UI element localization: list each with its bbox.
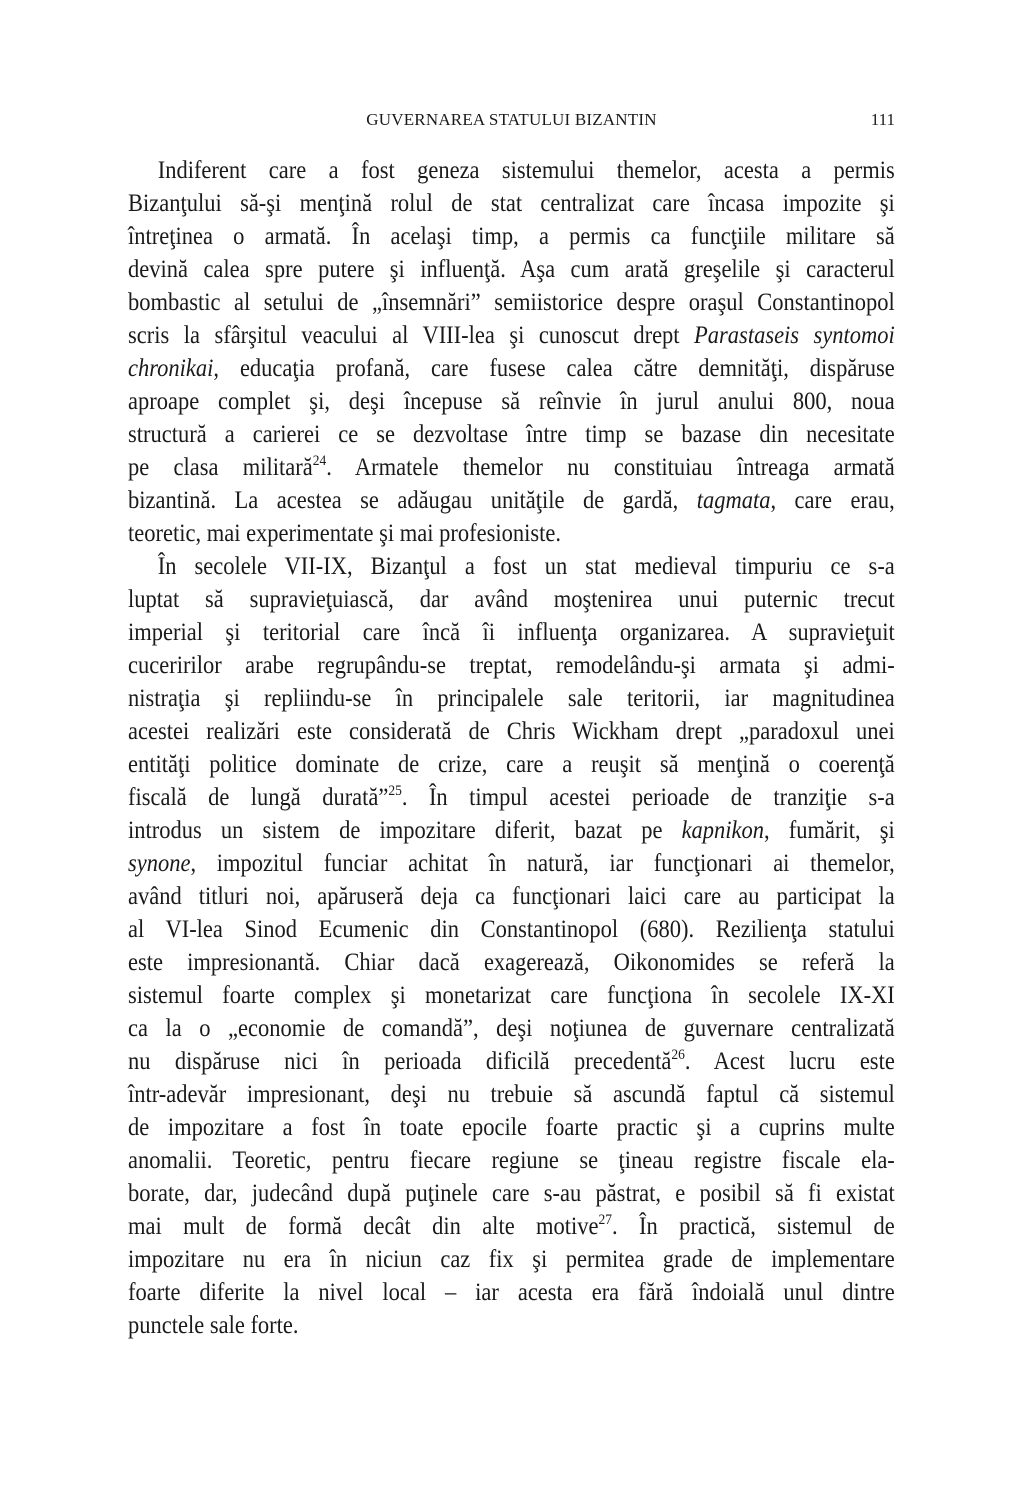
text-line <box>128 1144 895 1177</box>
text-segment: , impozitul funciar achitat în natură, iar funcţionari ai themelor, <box>190 850 895 877</box>
running-title: GUVERNAREA STATULUI BIZANTIN <box>366 110 657 129</box>
text-line <box>128 220 895 253</box>
paragraph <box>128 154 895 550</box>
text-segment: Bizanţului să-şi menţină rolul de stat centralizat care încasa impozite şi <box>128 190 895 217</box>
text-segment: ca la o „economie de comandă”, deşi noţiunea de guvernare centralizată <box>128 1015 895 1042</box>
text-line <box>128 847 895 880</box>
text-segment: anomalii. Teoretic, pentru fiecare regiune se ţineau registre fiscale ela- <box>128 1147 895 1174</box>
text-segment: de impozitare a fost în toate epocile foarte practic şi a cuprins multe <box>128 1114 895 1141</box>
text-line <box>128 550 895 583</box>
text-line <box>128 979 895 1012</box>
text-segment: , care erau, <box>770 487 895 514</box>
text-segment: acestei realizări este considerată de Chris Wickham drept „paradoxul unei <box>128 718 895 745</box>
text-segment: bombastic al setului de „însemnări” semiistorice despre oraşul Constantinopol <box>128 289 895 316</box>
text-line <box>128 187 895 220</box>
text-segment: având titluri noi, apăruseră deja ca funcţionari laici care au participat la <box>128 883 895 910</box>
italic-term: chronikai <box>128 355 214 382</box>
text-segment: nu dispăruse nici în perioada dificilă precedentă <box>128 1048 672 1075</box>
text-line <box>128 253 895 286</box>
italic-term: Parastaseis syntomoi <box>694 322 895 349</box>
text-segment: nistraţia şi repliindu-se în principalele sale teritorii, iar magnitudinea <box>128 685 895 712</box>
text-line <box>128 451 895 484</box>
text-segment: introdus un sistem de impozitare diferit, bazat pe <box>128 817 682 844</box>
page-number: 111 <box>870 110 895 129</box>
text-line <box>128 154 895 187</box>
text-segment: aproape complet şi, deşi începuse să reînvie în jurul anului 800, noua <box>128 388 895 415</box>
text-segment: Indiferent care a fost geneza sistemului themelor, acesta a permis <box>157 157 895 184</box>
text-line <box>128 352 895 385</box>
text-line <box>128 781 895 814</box>
text-segment: fiscală de lungă durată” <box>128 784 389 811</box>
text-line <box>128 517 895 550</box>
footnote-reference: 25 <box>388 783 402 799</box>
text-line <box>128 418 895 451</box>
text-segment: , fumărit, şi <box>764 817 895 844</box>
footnote-reference: 27 <box>598 1212 613 1228</box>
text-segment: într-adevăr impresionant, deşi nu trebuie să ascundă faptul că sistemul <box>128 1081 895 1108</box>
text-segment: scris la sfârşitul veacului al VIII-lea şi cunoscut drept <box>128 322 695 349</box>
text-line <box>128 682 895 715</box>
text-segment: imperial şi teritorial care încă îi influenţa organizarea. A supravieţuit <box>128 619 895 646</box>
text-segment: În secolele VII-IX, Bizanţul a fost un stat medieval timpuriu ce s-a <box>157 553 895 580</box>
text-segment: cuceririlor arabe regrupându-se treptat, remodelându-şi armata şi admi- <box>128 652 895 679</box>
text-line <box>128 286 895 319</box>
footnote-reference: 26 <box>671 1047 685 1063</box>
text-line <box>128 1111 895 1144</box>
text-segment: entităţi politice dominate de crize, care a reuşit să menţină o coerenţă <box>128 751 895 778</box>
text-segment: . Armatele themelor nu constituiau întreaga armată <box>326 454 895 481</box>
text-segment: teoretic, mai experimentate şi mai profesioniste. <box>128 520 561 547</box>
text-segment: borate, dar, judecând după puţinele care s-au păstrat, e posibil să fi existat <box>128 1180 895 1207</box>
text-line <box>128 814 895 847</box>
text-line <box>128 1012 895 1045</box>
text-segment: impozitare nu era în niciun caz fix şi permitea grade de implementare <box>128 1246 895 1273</box>
text-line <box>128 1309 895 1342</box>
text-segment: este impresionantă. Chiar dacă exagerează, Oikonomides se referă la <box>128 949 895 976</box>
italic-term: tagmata <box>696 487 771 514</box>
text-line <box>128 913 895 946</box>
text-segment: . În practică, sistemul de <box>612 1213 895 1240</box>
text-segment: devină calea spre putere şi influenţă. Aşa cum arată greşelile şi caracterul <box>128 256 895 283</box>
text-line <box>128 616 895 649</box>
text-line <box>128 583 895 616</box>
footnote-reference: 24 <box>312 453 327 469</box>
text-segment: sistemul foarte complex şi monetarizat care funcţiona în secolele IX-XI <box>128 982 895 1009</box>
body-text <box>128 154 895 1342</box>
text-segment: pe clasa militară <box>128 454 313 481</box>
text-line <box>128 385 895 418</box>
text-line <box>128 1243 895 1276</box>
text-segment: . În timpul acestei perioade de tranziţie s-a <box>401 784 895 811</box>
running-header <box>128 110 895 136</box>
text-segment: al VI-lea Sinod Ecumenic din Constantinopol (680). Rezilienţa statului <box>128 916 895 943</box>
text-segment: mai mult de formă decât din alte motive <box>128 1213 599 1240</box>
text-segment: foarte diferite la nivel local – iar acesta era fără îndoială unul dintre <box>128 1279 895 1306</box>
italic-term: kapnikon <box>681 817 765 844</box>
italic-term: synone <box>128 850 191 877</box>
paragraph <box>128 550 895 1342</box>
text-segment: structură a carierei ce se dezvoltase între timp se bazase din necesitate <box>128 421 895 448</box>
text-line <box>128 1210 895 1243</box>
text-line <box>128 946 895 979</box>
text-segment: întreţinea o armată. În acelaşi timp, a permis ca funcţiile militare să <box>128 223 895 250</box>
text-segment: bizantină. La acestea se adăugau unităţile de gardă, <box>128 487 697 514</box>
text-segment: punctele sale forte. <box>128 1312 299 1339</box>
text-line <box>128 319 895 352</box>
text-line <box>128 715 895 748</box>
text-line <box>128 1177 895 1210</box>
text-line <box>128 1078 895 1111</box>
text-segment: luptat să supravieţuiască, dar având moştenirea unui puternic trecut <box>128 586 895 613</box>
text-segment: , educaţia profană, care fusese calea către demnităţi, dispăruse <box>213 355 895 382</box>
text-line <box>128 880 895 913</box>
text-line <box>128 484 895 517</box>
text-segment: . Acest lucru este <box>684 1048 895 1075</box>
text-line <box>128 1045 895 1078</box>
text-line <box>128 1276 895 1309</box>
text-line <box>128 649 895 682</box>
text-line <box>128 748 895 781</box>
